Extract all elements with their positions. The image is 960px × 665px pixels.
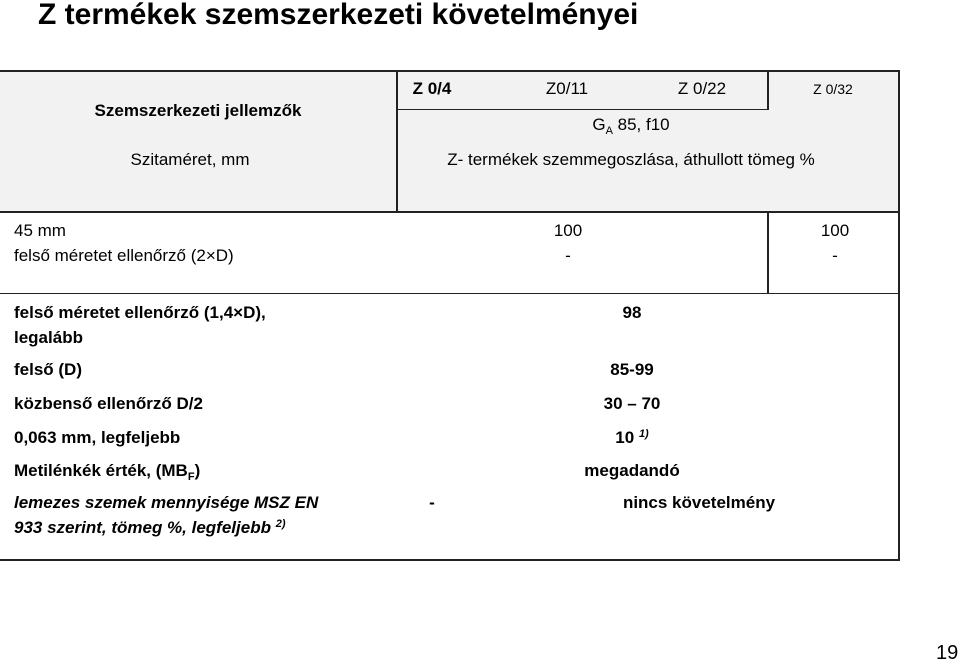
row-14d-label-line2: legalább: [14, 328, 83, 347]
ga-values: 85, f10: [612, 115, 670, 134]
row-mb-subscript: F: [187, 471, 195, 483]
ga-subscript: A: [605, 125, 613, 137]
row-lemezes-label-line2: [14, 518, 285, 538]
footnote-1-marker: 1): [638, 428, 649, 440]
ga-category: [592, 115, 669, 135]
page-number: 19: [936, 642, 959, 664]
row-45-label-desc: felső méretet ellenőrző (2×D): [14, 246, 234, 265]
row-d2-value: 30 – 70: [603, 394, 661, 413]
header-vertical-divider: [396, 70, 398, 212]
row-45-z032-divider: [767, 211, 769, 294]
row-mb-label: [14, 461, 200, 481]
row-lemezes-value-others: nincs követelmény: [622, 493, 776, 512]
row-45-label-size: 45 mm: [14, 221, 66, 240]
row-mb-close-paren: ): [194, 461, 201, 480]
row-45-bottom-border: [0, 293, 900, 294]
page-title: Z termékek szemszerkezeti követelményei: [38, 0, 639, 31]
row-lemezes-label-line1: lemezes szemek mennyisége MSZ EN: [14, 493, 319, 512]
row-mb-value: megadandó: [584, 461, 680, 480]
row-063-number: 10: [615, 428, 635, 447]
row-45-value-z032: 100: [820, 221, 850, 240]
row-063-label: 0,063 mm, legfeljebb: [14, 428, 181, 447]
row-14d-label-line1: felső méretet ellenőrző (1,4×D),: [14, 303, 266, 322]
row-45-value-main-dash: -: [565, 246, 571, 265]
row-lemezes-value-z04: -: [429, 493, 435, 512]
header-bottom-border: [0, 211, 900, 213]
row-14d-value: 98: [622, 303, 642, 322]
column-z04: Z 0/4: [412, 79, 452, 98]
row-063-value: [615, 428, 648, 448]
ga-symbol: G: [592, 115, 606, 134]
footnote-2-marker: 2): [275, 518, 286, 530]
column-header-underline: [396, 109, 768, 110]
row-d-label: felső (D): [14, 360, 82, 379]
row-lemezes-label-text: 933 szerint, tömeg %, legfeljebb: [14, 518, 271, 537]
row-d-value: 85-99: [610, 360, 654, 379]
column-z032-divider: [767, 70, 769, 110]
distribution-heading: Z- termékek szemmegoszlása, áthullott tömeg %: [447, 150, 815, 169]
row-mb-label-text: Metilénkék érték, (MB: [14, 461, 188, 480]
row-d2-label: közbenső ellenőrző D/2: [14, 394, 203, 413]
header-label-sieve-size: Szitaméret, mm: [130, 150, 250, 169]
column-z022: Z 0/22: [677, 79, 727, 98]
column-z011: Z0/11: [545, 79, 589, 98]
header-label-characteristics: Szemszerkezeti jellemzők: [94, 101, 302, 120]
row-45-value-z032-dash: -: [832, 246, 838, 265]
row-45-value-main: 100: [553, 221, 583, 240]
column-z032: Z 0/32: [813, 81, 853, 97]
